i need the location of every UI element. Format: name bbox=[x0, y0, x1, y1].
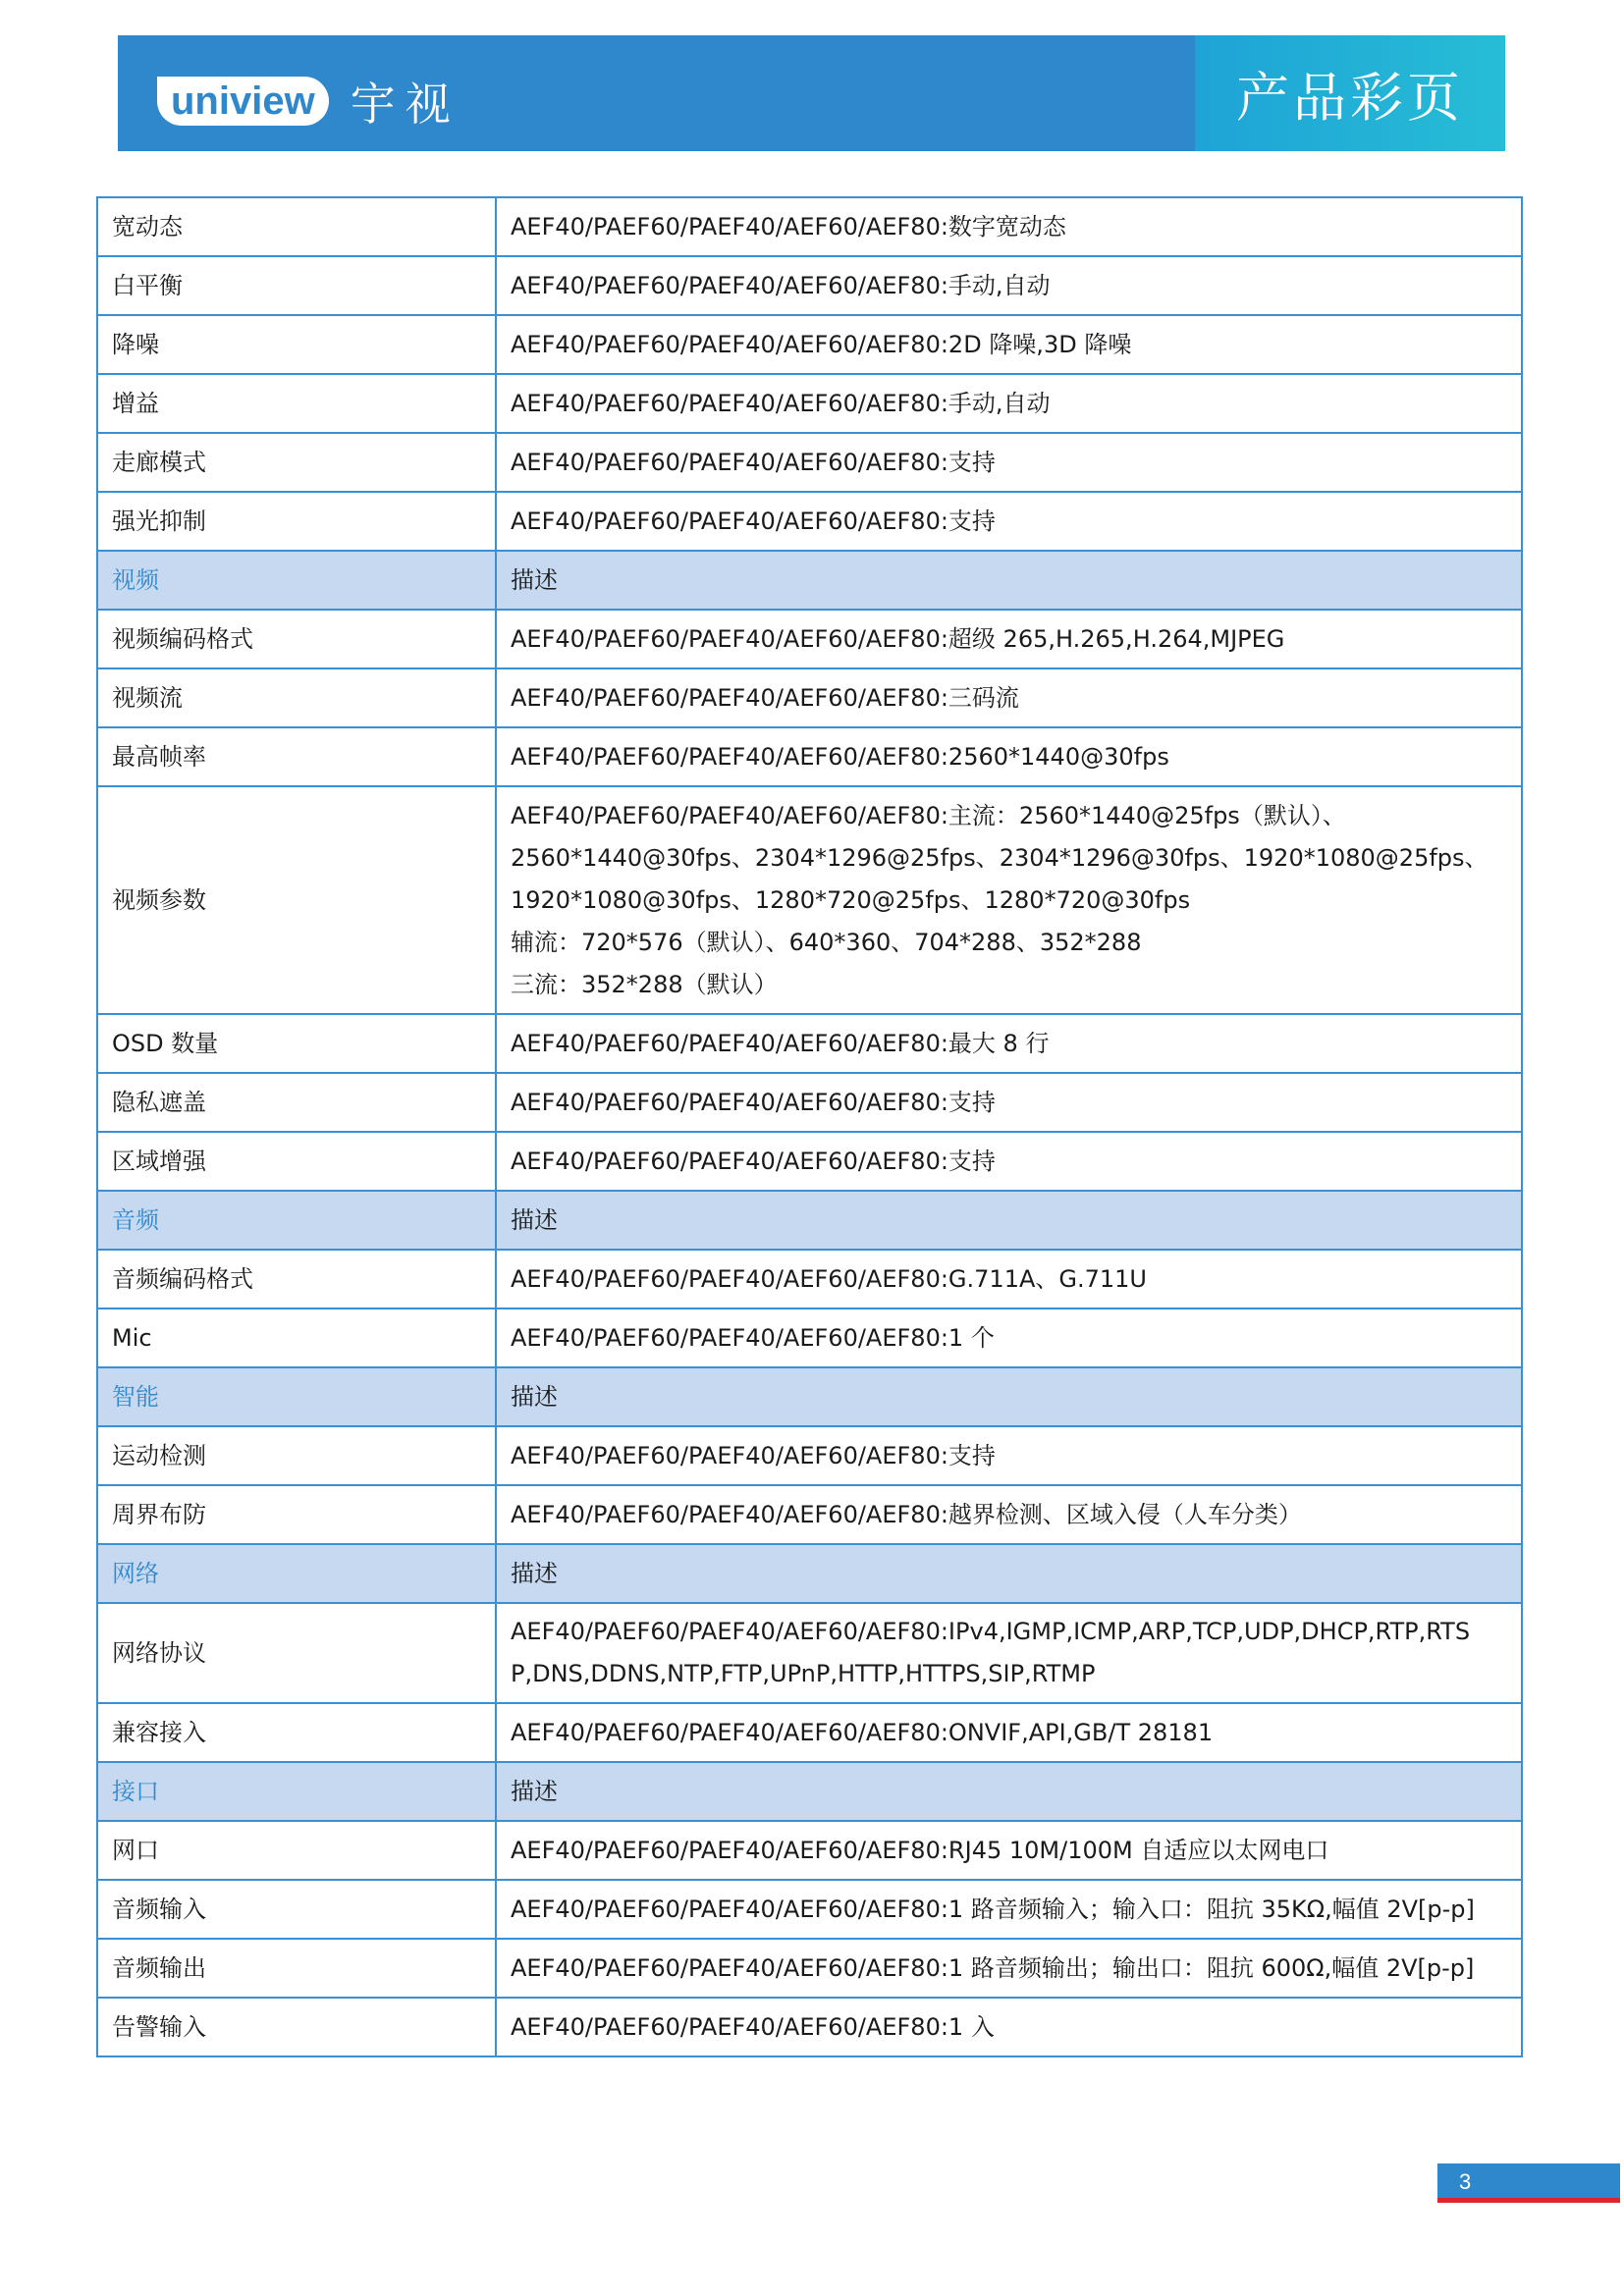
section-header-row bbox=[97, 1191, 1522, 1250]
spec-row bbox=[97, 1485, 1522, 1544]
spec-row bbox=[97, 610, 1522, 668]
section-title: 视频 bbox=[97, 551, 496, 610]
section-header-row bbox=[97, 1367, 1522, 1426]
spec-value bbox=[496, 786, 1522, 1014]
spec-value-line: 描述 bbox=[511, 1777, 558, 1805]
spec-row bbox=[97, 786, 1522, 1014]
spec-value bbox=[496, 374, 1522, 433]
spec-value-line: AEF40/PAEF60/PAEF40/AEF60/AEF80:支持 bbox=[511, 1088, 996, 1116]
spec-value-line: AEF40/PAEF60/PAEF40/AEF60/AEF80:最大 8 行 bbox=[511, 1029, 1050, 1057]
spec-row bbox=[97, 1703, 1522, 1762]
spec-value-line: AEF40/PAEF60/PAEF40/AEF60/AEF80:数字宽动态 bbox=[511, 212, 1066, 240]
spec-label: 兼容接入 bbox=[97, 1703, 496, 1762]
header-brand-band bbox=[118, 35, 1195, 151]
spec-value bbox=[496, 433, 1522, 492]
spec-row bbox=[97, 727, 1522, 786]
section-header-row bbox=[97, 551, 1522, 610]
spec-value-line: AEF40/PAEF60/PAEF40/AEF60/AEF80:三码流 bbox=[511, 683, 1019, 712]
header-title: 产品彩页 bbox=[1236, 66, 1464, 129]
spec-label: 视频参数 bbox=[97, 786, 496, 1014]
spec-value-line: P,DNS,DDNS,NTP,FTP,UPnP,HTTP,HTTPS,SIP,RTMP bbox=[511, 1660, 1096, 1687]
section-title: 智能 bbox=[97, 1367, 496, 1426]
spec-value-line: AEF40/PAEF60/PAEF40/AEF60/AEF80:支持 bbox=[511, 1147, 996, 1175]
spec-label: 最高帧率 bbox=[97, 727, 496, 786]
spec-value-line: 1920*1080@30fps、1280*720@25fps、1280*720@30fps bbox=[511, 885, 1191, 914]
spec-row bbox=[97, 1132, 1522, 1191]
spec-row bbox=[97, 1998, 1522, 2056]
spec-value-line: AEF40/PAEF60/PAEF40/AEF60/AEF80:1 路音频输出；输出口：阻抗 600Ω,幅值 2V[p-p] bbox=[511, 1953, 1475, 1982]
spec-row bbox=[97, 1250, 1522, 1308]
spec-value-line: AEF40/PAEF60/PAEF40/AEF60/AEF80:超级 265,H.265,H.264,MJPEG bbox=[511, 624, 1285, 653]
spec-value bbox=[496, 1603, 1522, 1703]
spec-value-line: AEF40/PAEF60/PAEF40/AEF60/AEF80:越界检测、区域入侵（人车分类） bbox=[511, 1500, 1302, 1528]
spec-value bbox=[496, 1426, 1522, 1485]
section-description-heading bbox=[496, 1762, 1522, 1821]
spec-value-line: AEF40/PAEF60/PAEF40/AEF60/AEF80:1 路音频输入；输入口：阻抗 35KΩ,幅值 2V[p-p] bbox=[511, 1895, 1475, 1923]
spec-table-body bbox=[97, 197, 1522, 2056]
spec-label: 周界布防 bbox=[97, 1485, 496, 1544]
spec-value-line: 描述 bbox=[511, 1205, 558, 1234]
spec-row bbox=[97, 256, 1522, 315]
spec-value-line: 描述 bbox=[511, 1382, 558, 1411]
spec-label: 隐私遮盖 bbox=[97, 1073, 496, 1132]
spec-value bbox=[496, 1998, 1522, 2056]
spec-label: 网络协议 bbox=[97, 1603, 496, 1703]
spec-value bbox=[496, 315, 1522, 374]
spec-value-line: AEF40/PAEF60/PAEF40/AEF60/AEF80:G.711A、G.711U bbox=[511, 1264, 1147, 1293]
spec-value-line: AEF40/PAEF60/PAEF40/AEF60/AEF80:1 入 bbox=[511, 2012, 995, 2041]
spec-row bbox=[97, 1603, 1522, 1703]
spec-value-line: AEF40/PAEF60/PAEF40/AEF60/AEF80:IPv4,IGMP,ICMP,ARP,TCP,UDP,DHCP,RTP,RTS bbox=[511, 1618, 1471, 1645]
spec-label: 音频输出 bbox=[97, 1939, 496, 1998]
page-number-tab bbox=[1437, 2163, 1620, 2203]
section-title: 接口 bbox=[97, 1762, 496, 1821]
spec-label: 宽动态 bbox=[97, 197, 496, 256]
spec-value bbox=[496, 1250, 1522, 1308]
page-header bbox=[118, 35, 1505, 151]
spec-row bbox=[97, 433, 1522, 492]
spec-label: 告警输入 bbox=[97, 1998, 496, 2056]
spec-value bbox=[496, 1821, 1522, 1880]
spec-label: 强光抑制 bbox=[97, 492, 496, 551]
spec-label: 音频输入 bbox=[97, 1880, 496, 1939]
section-title: 音频 bbox=[97, 1191, 496, 1250]
spec-value bbox=[496, 1308, 1522, 1367]
uniview-logo bbox=[157, 69, 460, 133]
spec-label: 运动检测 bbox=[97, 1426, 496, 1485]
spec-value-line: 辅流：720*576（默认）、640*360、704*288、352*288 bbox=[511, 928, 1142, 956]
spec-value bbox=[496, 256, 1522, 315]
section-description-heading bbox=[496, 1191, 1522, 1250]
spec-table bbox=[96, 196, 1523, 2057]
page-number: 3 bbox=[1459, 2169, 1472, 2194]
spec-row bbox=[97, 668, 1522, 727]
spec-label: OSD 数量 bbox=[97, 1014, 496, 1073]
spec-value-line: AEF40/PAEF60/PAEF40/AEF60/AEF80:手动,自动 bbox=[511, 389, 1051, 417]
section-description-heading bbox=[496, 1544, 1522, 1603]
spec-row bbox=[97, 1939, 1522, 1998]
spec-row bbox=[97, 197, 1522, 256]
spec-label: 区域增强 bbox=[97, 1132, 496, 1191]
spec-value bbox=[496, 1014, 1522, 1073]
section-description-heading bbox=[496, 1367, 1522, 1426]
spec-value-line: AEF40/PAEF60/PAEF40/AEF60/AEF80:2560*1440@30fps bbox=[511, 742, 1169, 771]
spec-label: 走廊模式 bbox=[97, 433, 496, 492]
spec-row bbox=[97, 1014, 1522, 1073]
spec-value bbox=[496, 1703, 1522, 1762]
spec-label: Mic bbox=[97, 1308, 496, 1367]
section-title: 网络 bbox=[97, 1544, 496, 1603]
spec-value bbox=[496, 1485, 1522, 1544]
header-title-band bbox=[1195, 35, 1505, 151]
spec-value bbox=[496, 1132, 1522, 1191]
spec-label: 视频流 bbox=[97, 668, 496, 727]
spec-value-line: AEF40/PAEF60/PAEF40/AEF60/AEF80:1 个 bbox=[511, 1323, 995, 1352]
spec-value-line: AEF40/PAEF60/PAEF40/AEF60/AEF80:主流：2560*1440@25fps（默认）、 bbox=[511, 801, 1346, 829]
spec-label: 视频编码格式 bbox=[97, 610, 496, 668]
logo-chinese-name: 宇视 bbox=[350, 78, 460, 131]
logo-wordmark: uniview bbox=[157, 77, 329, 126]
spec-value bbox=[496, 197, 1522, 256]
section-header-row bbox=[97, 1762, 1522, 1821]
spec-value bbox=[496, 1073, 1522, 1132]
spec-row bbox=[97, 492, 1522, 551]
spec-label: 降噪 bbox=[97, 315, 496, 374]
spec-value bbox=[496, 1880, 1522, 1939]
spec-value-line: AEF40/PAEF60/PAEF40/AEF60/AEF80:手动,自动 bbox=[511, 271, 1051, 299]
spec-value-line: 描述 bbox=[511, 565, 558, 594]
spec-value-line: 三流：352*288（默认） bbox=[511, 970, 778, 998]
spec-label: 白平衡 bbox=[97, 256, 496, 315]
spec-row bbox=[97, 1073, 1522, 1132]
spec-row bbox=[97, 1308, 1522, 1367]
spec-value-line: AEF40/PAEF60/PAEF40/AEF60/AEF80:支持 bbox=[511, 448, 996, 476]
spec-value-line: 2560*1440@30fps、2304*1296@25fps、2304*1296@30fps、1920*1080@25fps、 bbox=[511, 843, 1489, 872]
section-header-row bbox=[97, 1544, 1522, 1603]
spec-row bbox=[97, 1426, 1522, 1485]
spec-value bbox=[496, 492, 1522, 551]
spec-value-line: 描述 bbox=[511, 1559, 558, 1587]
spec-label: 音频编码格式 bbox=[97, 1250, 496, 1308]
spec-value bbox=[496, 1939, 1522, 1998]
spec-value-line: AEF40/PAEF60/PAEF40/AEF60/AEF80:支持 bbox=[511, 507, 996, 535]
spec-value-line: AEF40/PAEF60/PAEF40/AEF60/AEF80:2D 降噪,3D 降噪 bbox=[511, 330, 1132, 358]
spec-row bbox=[97, 315, 1522, 374]
spec-value bbox=[496, 610, 1522, 668]
spec-label: 增益 bbox=[97, 374, 496, 433]
spec-row bbox=[97, 1821, 1522, 1880]
spec-value-line: AEF40/PAEF60/PAEF40/AEF60/AEF80:ONVIF,API,GB/T 28181 bbox=[511, 1718, 1214, 1746]
spec-row bbox=[97, 374, 1522, 433]
spec-value-line: AEF40/PAEF60/PAEF40/AEF60/AEF80:支持 bbox=[511, 1441, 996, 1469]
spec-value bbox=[496, 668, 1522, 727]
spec-value bbox=[496, 727, 1522, 786]
spec-label: 网口 bbox=[97, 1821, 496, 1880]
spec-value-line: AEF40/PAEF60/PAEF40/AEF60/AEF80:RJ45 10M/100M 自适应以太网电口 bbox=[511, 1836, 1329, 1864]
section-description-heading bbox=[496, 551, 1522, 610]
spec-row bbox=[97, 1880, 1522, 1939]
